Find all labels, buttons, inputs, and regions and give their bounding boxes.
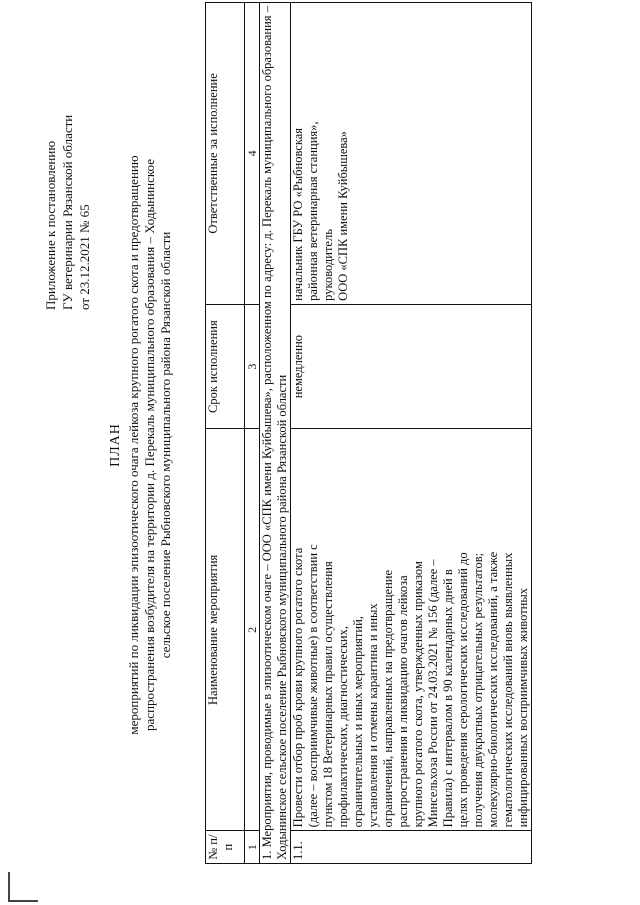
measures-table: [205, 2, 532, 864]
measure-line: ограничений, направленных на предотвращение: [381, 569, 395, 828]
plan-heading: ПЛАН: [108, 423, 123, 467]
approval-line-2: ГУ ветеринарии Рязанской области: [60, 114, 75, 310]
responsible-line: руководитель: [321, 229, 335, 301]
column-number-row: [245, 3, 260, 864]
measure-line: крупного рогатого скота, утвержденных приказом: [411, 561, 425, 828]
measure-line: молекулярно-биологических исследований, а также: [486, 551, 500, 828]
header-term: Срок исполнения: [206, 304, 245, 429]
measure-line: (далее – восприимчивые животные) в соответствии с: [306, 544, 320, 828]
responsible-line: ООО «СПК имени Куйбышева»: [336, 131, 350, 301]
col-number-3: 3: [245, 304, 260, 429]
measure-line: пунктом 18 Ветеринарных правил осуществления: [321, 561, 335, 828]
measure-line: гематологических исследований вновь выявленных: [501, 552, 515, 828]
measure-line: установления и отмены карантина и иных: [366, 603, 380, 828]
table-row: [291, 3, 532, 864]
measure-line: Минсельхоза России от 24.03.2021 № 156 (далее –: [426, 559, 440, 828]
col-number-1: 1: [245, 831, 260, 864]
title-line-1: мероприятий по ликвидации эпизоотического очага лейкоза крупного рогатого скота и предотвращению: [126, 155, 141, 735]
scan-edge-mark: [8, 872, 10, 902]
section-row: [260, 3, 291, 864]
approval-line-3: от 23.12.2021 № 65: [77, 204, 92, 310]
measure-line: профилактических, диагностических,: [336, 626, 350, 828]
title-line-3: сельское поселение Рыбновского муниципального района Рязанской области: [158, 231, 173, 659]
header-name: Наименование мероприятия: [206, 429, 245, 831]
col-number-2: 2: [245, 429, 260, 831]
approval-stamp: [42, 90, 93, 310]
measure-line: инфицированных восприимчивых животных: [516, 588, 530, 828]
section-title: 1. Мероприятия, проводимые в эпизоотическом очаге – ООО «СПК имени Куйбышева», расположенном по адресу: д. Перекаль муниципального образования – Ходынинское сельское поселение Рыбновского муниципального района Рязанской области: [260, 3, 291, 864]
row-term: немедленно: [291, 304, 532, 429]
scan-edge-mark: [8, 900, 38, 902]
row-number: 1.1.: [291, 831, 532, 864]
measure-line: Правила) с интервалом в 90 календарных дней в: [441, 569, 455, 828]
measure-line: распространения и ликвидацию очагов лейкоза: [396, 575, 410, 828]
title-line-2: распространения возбудителя на территории д. Перекаль муниципального образования – Ходынинское: [142, 159, 157, 731]
measure-line: получения двукратных отрицательных результатов;: [471, 552, 485, 828]
measure-line: Провести отбор проб крови крупного рогатого скота: [291, 547, 305, 828]
document-title: [108, 95, 174, 795]
header-num: № п/п: [206, 831, 245, 864]
approval-line-1: Приложение к постановлению: [43, 140, 58, 310]
responsible-line: районная ветеринарная станция»,: [306, 121, 320, 301]
table-header-row: [206, 3, 245, 864]
row-measure: [291, 429, 532, 831]
header-resp: Ответственные за исполнение: [206, 3, 245, 305]
row-responsible: [291, 3, 532, 305]
measure-line: ограничительных и иных мероприятий,: [351, 616, 365, 828]
measure-line: целях проведения серологических исследований до: [456, 552, 470, 828]
col-number-4: 4: [245, 3, 260, 305]
responsible-line: начальник ГБУ РО «Рыбновская: [291, 127, 305, 301]
